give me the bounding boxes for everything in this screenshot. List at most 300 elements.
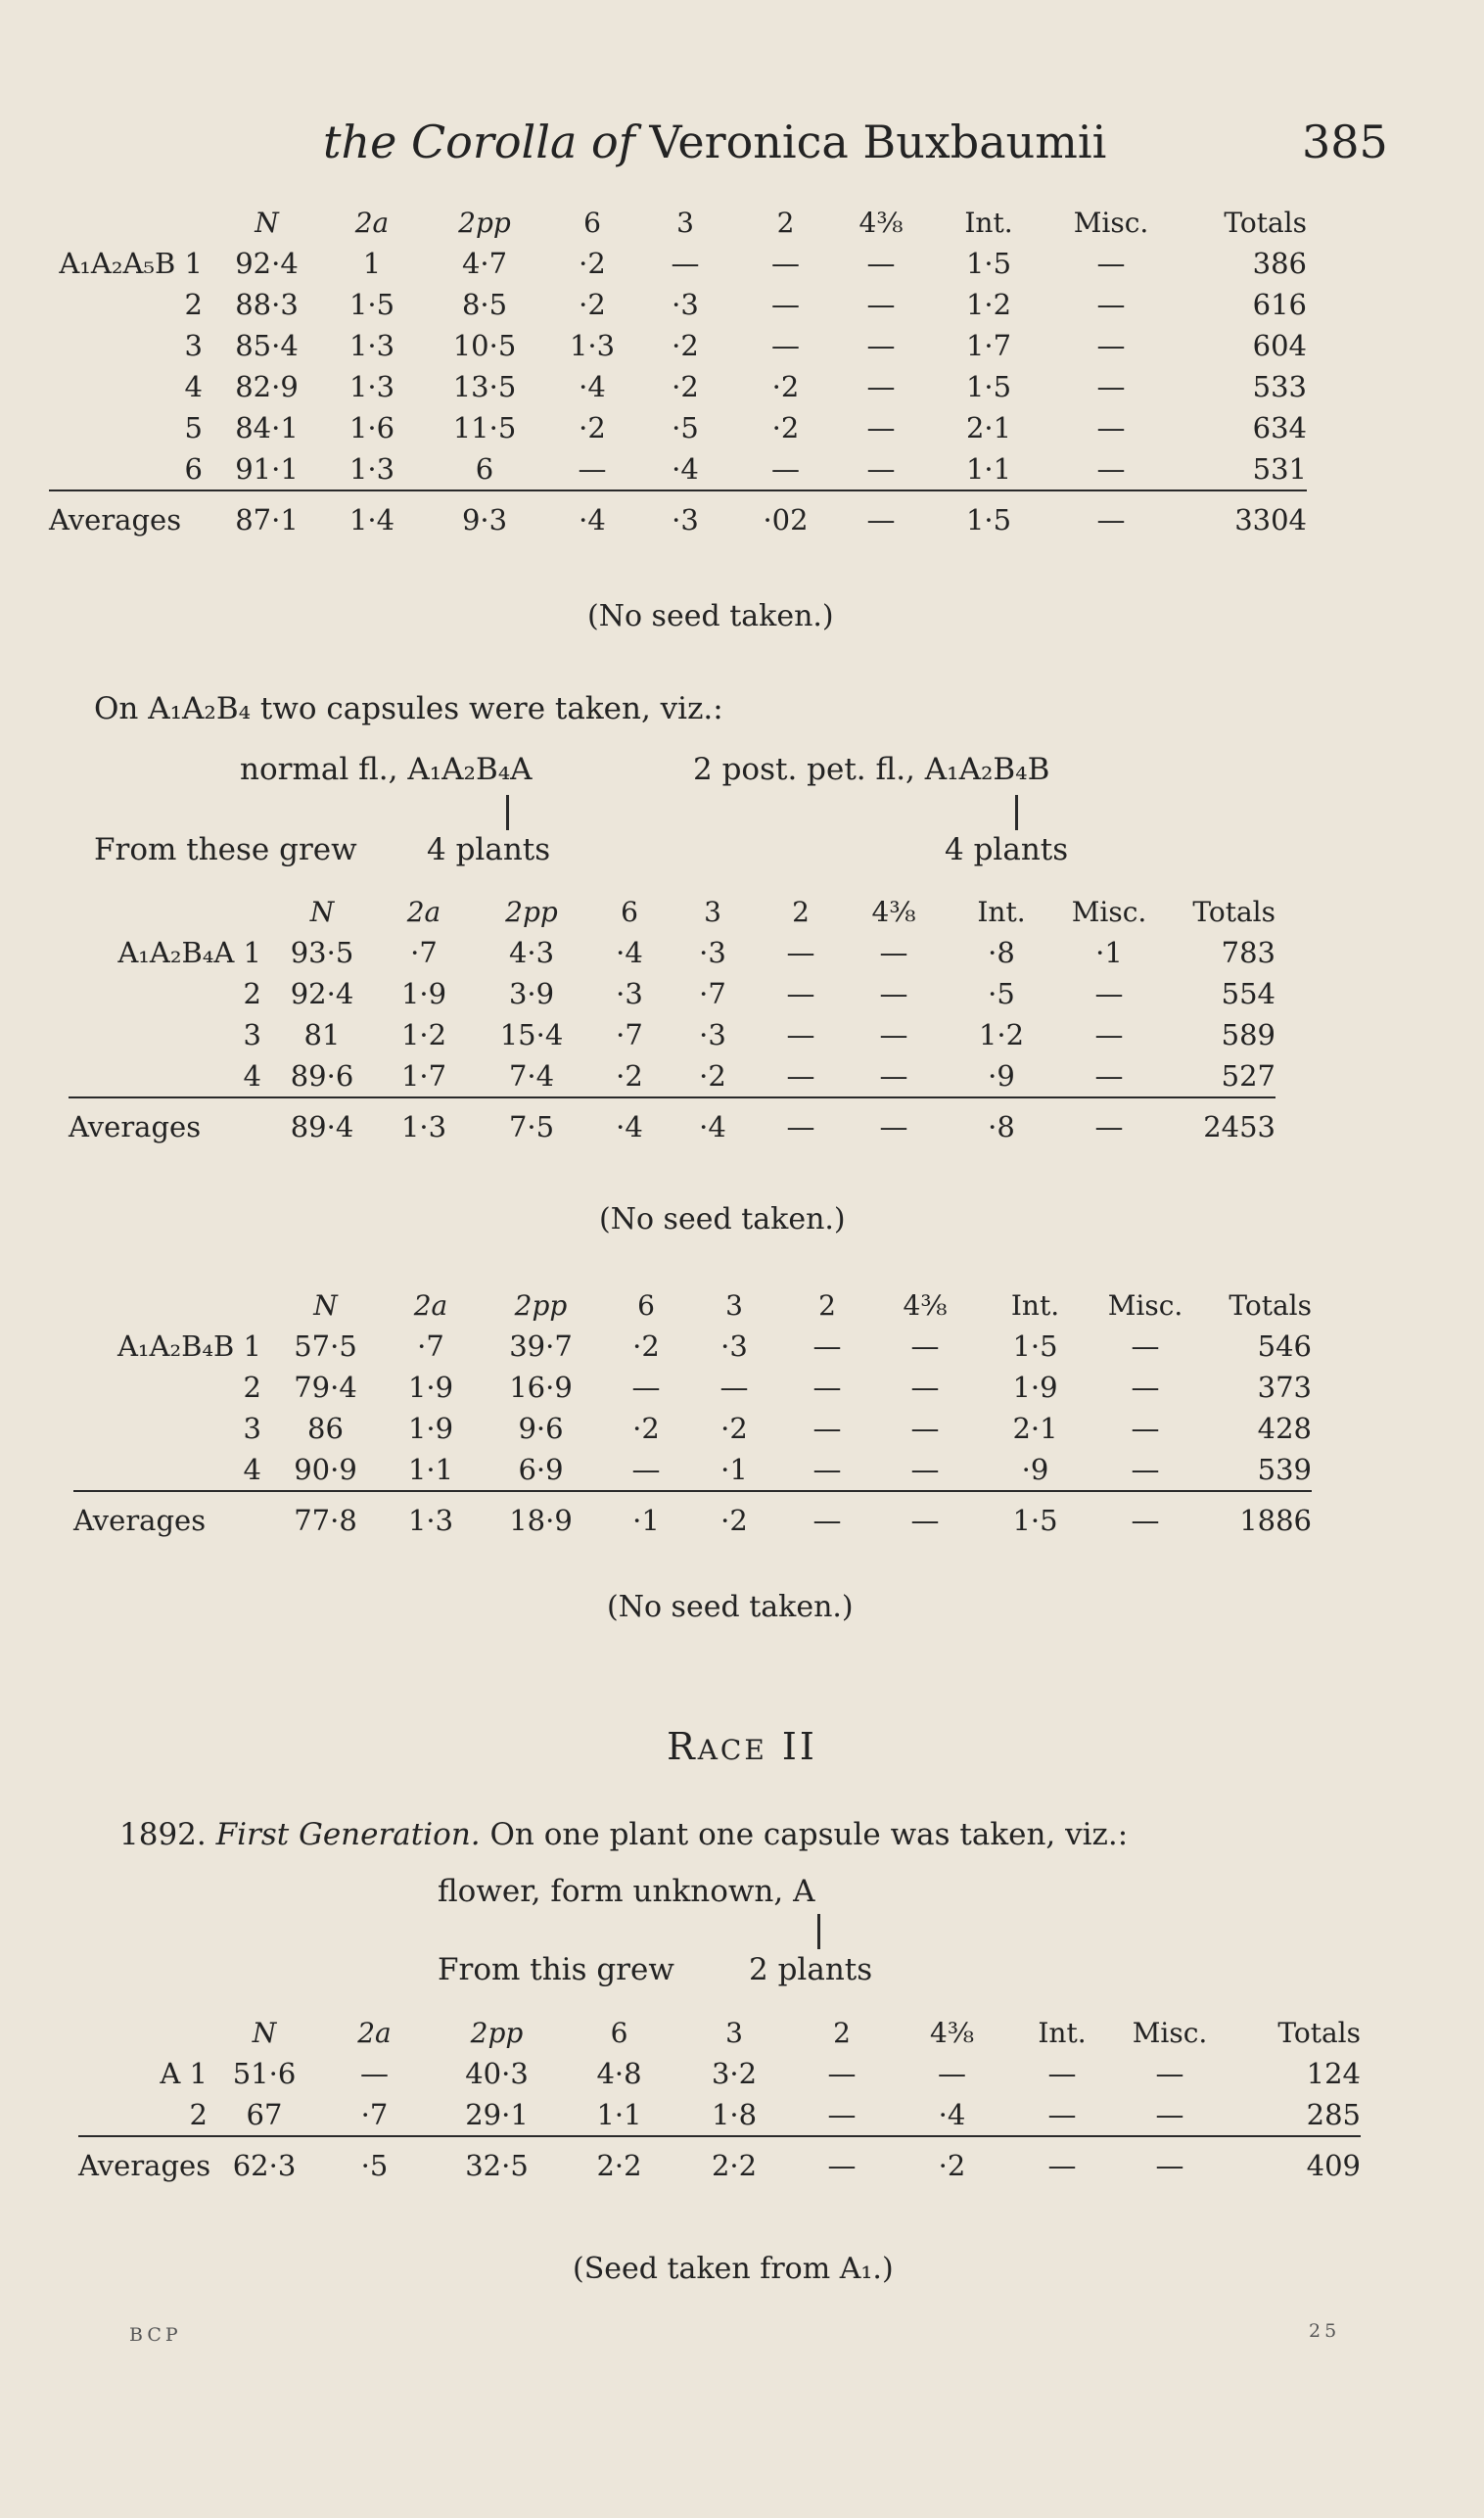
header-title-roman: Veronica Buxbaumii — [634, 116, 1107, 168]
cell-2a: 1·3 — [382, 1491, 480, 1549]
column-header-2pp: 2pp — [470, 2016, 524, 2049]
cell-n: 87·1 — [210, 490, 323, 548]
column-header-2a: 2a — [406, 895, 441, 928]
cell-2: — — [827, 2098, 857, 2131]
cell-6: 1·3 — [569, 329, 616, 362]
cell-totals: 3304 — [1170, 490, 1307, 548]
cell-int: 1·5 — [974, 1491, 1096, 1549]
section2-left-plants: 4 plants — [427, 832, 551, 867]
cell-2pp: 4·3 — [508, 936, 555, 969]
cell-3: ·2 — [672, 329, 699, 362]
cell-totals: 2453 — [1158, 1097, 1275, 1155]
cell-totals: 589 — [1221, 1018, 1275, 1051]
cell-4: — — [879, 977, 908, 1010]
table-row — [69, 1055, 1275, 1097]
cell-n: 85·4 — [235, 329, 299, 362]
table-row — [49, 243, 1307, 284]
cell-int: 1·5 — [925, 490, 1052, 548]
cell-4: — — [879, 936, 908, 969]
section2-right-plants: 4 plants — [945, 832, 1069, 867]
section2-intro: On A₁A₂B₄ two capsules were taken, viz.: — [94, 691, 723, 726]
cell-2a: 1·9 — [407, 1371, 454, 1404]
cell-6: — — [631, 1371, 661, 1404]
cell-4: — — [876, 1491, 974, 1549]
table-header-row — [69, 891, 1275, 932]
cell-2: — — [786, 977, 815, 1010]
cell-2pp: 32·5 — [436, 2136, 558, 2194]
cell-n: 57·5 — [294, 1329, 357, 1363]
column-header-2a: 2a — [354, 206, 390, 239]
cell-2pp: 8·5 — [461, 288, 508, 321]
cell-2: ·2 — [771, 370, 800, 403]
cell-3: 1·8 — [711, 2098, 758, 2131]
cell-3: ·2 — [699, 1059, 726, 1093]
averages-label: Averages — [49, 490, 210, 548]
cell-n: 79·4 — [294, 1371, 357, 1404]
cell-misc: — — [1096, 452, 1126, 486]
table-a1a2b4b — [73, 1284, 1312, 1549]
cell-6: ·4 — [579, 370, 606, 403]
cell-2a: ·7 — [417, 1329, 444, 1363]
cell-n: 92·4 — [235, 247, 299, 280]
cell-totals: 124 — [1306, 2057, 1361, 2090]
cell-2a: 1·4 — [323, 490, 421, 548]
cell-6: ·7 — [616, 1018, 643, 1051]
table-header-row — [73, 1284, 1312, 1326]
column-header-n: N — [252, 2016, 277, 2049]
cell-n: 82·9 — [235, 370, 299, 403]
footer-signature: BCP — [129, 2324, 182, 2346]
column-header-2: 2 — [776, 206, 795, 239]
cell-misc: — — [1096, 247, 1126, 280]
cell-int: ·9 — [1021, 1453, 1049, 1486]
row-label: 2 — [189, 2098, 208, 2131]
cell-4: — — [910, 1371, 940, 1404]
cell-int: ·8 — [943, 1097, 1060, 1155]
race-rest: ACE — [697, 1734, 767, 1766]
cell-2: ·02 — [734, 490, 837, 548]
cell-6: ·3 — [616, 977, 643, 1010]
cell-4: — — [866, 329, 896, 362]
cell-2: — — [786, 1018, 815, 1051]
cell-int: 2·1 — [965, 411, 1012, 444]
cell-2pp: 15·4 — [499, 1018, 564, 1051]
row-label: 3 — [243, 1018, 261, 1051]
cell-totals: 546 — [1257, 1329, 1312, 1363]
cell-totals: 428 — [1257, 1412, 1312, 1445]
header-blank — [69, 891, 269, 932]
cell-totals: 1886 — [1194, 1491, 1312, 1549]
cell-2: — — [771, 452, 800, 486]
cell-2a: 1 — [362, 247, 382, 280]
cell-2a: ·5 — [313, 2136, 436, 2194]
cell-misc: — — [1131, 1329, 1160, 1363]
column-header-2: 2 — [792, 895, 810, 928]
cell-n: 67 — [246, 2098, 283, 2131]
row-label: 2 — [184, 288, 203, 321]
race-numeral: II — [766, 1725, 817, 1768]
cell-4: — — [910, 1412, 940, 1445]
table-a1a2a5b-note: (No seed taken.) — [587, 599, 834, 633]
column-header-6: 6 — [621, 895, 638, 928]
cell-totals: 533 — [1252, 370, 1307, 403]
column-header-n: N — [313, 1288, 338, 1322]
cell-int: 1·1 — [965, 452, 1012, 486]
cell-2pp: 7·4 — [508, 1059, 555, 1093]
table-row — [78, 2053, 1361, 2094]
cell-int: 1·7 — [965, 329, 1012, 362]
averages-row — [69, 1097, 1275, 1155]
section2-right-stem — [1015, 795, 1018, 830]
cell-6: 1·1 — [596, 2098, 642, 2131]
column-header-3: 3 — [725, 1288, 743, 1322]
row-label: 2 — [243, 977, 261, 1010]
column-header-n: N — [309, 895, 335, 928]
column-header-totals: Totals — [1229, 1288, 1312, 1322]
cell-n: 62·3 — [215, 2136, 313, 2194]
table-race2-gen1-note: (Seed taken from A₁.) — [573, 2252, 894, 2286]
cell-2a: 1·5 — [348, 288, 395, 321]
averages-row — [49, 490, 1307, 548]
table-a1a2b4b-note: (No seed taken.) — [607, 1590, 854, 1624]
row-label: 3 — [243, 1412, 261, 1445]
cell-3: ·3 — [720, 1329, 748, 1363]
cell-6: ·4 — [548, 490, 636, 548]
header-title-italic: the Corolla of — [323, 116, 635, 168]
cell-n: 89·4 — [269, 1097, 375, 1155]
column-header-misc: Misc. — [1073, 206, 1149, 239]
column-header-6: 6 — [610, 2016, 628, 2049]
cell-6: ·1 — [602, 1491, 690, 1549]
cell-int: 1·2 — [978, 1018, 1025, 1051]
cell-misc: — — [1094, 1018, 1124, 1051]
cell-6: 4·8 — [596, 2057, 642, 2090]
column-header-6: 6 — [583, 206, 601, 239]
cell-3: ·4 — [669, 1097, 757, 1155]
cell-2: — — [788, 2136, 896, 2194]
table-race2-gen1 — [78, 2012, 1361, 2194]
cell-4: — — [837, 490, 925, 548]
cell-n: 81 — [303, 1018, 341, 1051]
cell-int: — — [1047, 2057, 1077, 2090]
column-header-2pp: 2pp — [458, 206, 511, 239]
column-header-6: 6 — [637, 1288, 655, 1322]
cell-2pp: 3·9 — [508, 977, 555, 1010]
column-header-2: 2 — [833, 2016, 851, 2049]
cell-3: 2·2 — [680, 2136, 788, 2194]
cell-2: — — [778, 1491, 876, 1549]
cell-2: — — [786, 1059, 815, 1093]
cell-3: ·2 — [690, 1491, 778, 1549]
cell-4: — — [910, 1453, 940, 1486]
cell-4: — — [938, 2057, 966, 2090]
table-row — [69, 932, 1275, 973]
cell-misc: — — [1096, 1491, 1194, 1549]
cell-2a: 1·2 — [400, 1018, 447, 1051]
cell-6: ·2 — [579, 411, 606, 444]
section4-parent: flower, form unknown, A — [438, 1874, 815, 1909]
cell-misc: — — [1131, 1453, 1160, 1486]
section2-left-parent: normal fl., A₁A₂B₄A — [240, 752, 533, 787]
cell-2pp: 40·3 — [465, 2057, 529, 2090]
cell-n: 86 — [307, 1412, 344, 1445]
cell-misc: — — [1094, 1059, 1124, 1093]
column-header-totals: Totals — [1224, 206, 1307, 239]
table-row — [49, 284, 1307, 325]
cell-4: — — [866, 288, 896, 321]
column-header-2a: 2a — [357, 2016, 392, 2049]
cell-3: ·3 — [699, 936, 726, 969]
cell-2a: 1·9 — [400, 977, 447, 1010]
cell-2: — — [812, 1453, 842, 1486]
cell-3: ·2 — [672, 370, 699, 403]
column-header-n: N — [255, 206, 279, 239]
cell-totals: 634 — [1252, 411, 1307, 444]
cell-int: 1·9 — [1012, 1371, 1058, 1404]
cell-2: — — [757, 1097, 845, 1155]
table-row — [69, 1014, 1275, 1055]
row-label: A₁A₂B₄A 1 — [117, 936, 261, 969]
column-header-misc: Misc. — [1132, 2016, 1208, 2049]
cell-4: — — [866, 411, 896, 444]
cell-misc: — — [1094, 977, 1124, 1010]
cell-4: — — [910, 1329, 940, 1363]
row-label: 4 — [243, 1453, 261, 1486]
cell-2a: 1·6 — [348, 411, 395, 444]
cell-2: — — [812, 1412, 842, 1445]
cell-6: ·2 — [632, 1412, 660, 1445]
footer-sheet-number: 25 — [1309, 2320, 1341, 2342]
cell-3: ·4 — [672, 452, 699, 486]
section4-intro-rest: On one plant one capsule was taken, viz.: — [480, 1817, 1129, 1852]
column-header-int: Int. — [1010, 1288, 1060, 1322]
cell-3: ·1 — [720, 1453, 748, 1486]
table-row — [73, 1408, 1312, 1449]
cell-4: — — [845, 1097, 943, 1155]
cell-2pp: 9·3 — [421, 490, 548, 548]
section4-plants: 2 plants — [749, 1952, 873, 1987]
cell-totals: 616 — [1252, 288, 1307, 321]
cell-2a: 1·3 — [348, 452, 395, 486]
cell-int: 1·2 — [965, 288, 1012, 321]
cell-4: — — [879, 1059, 908, 1093]
table-row — [69, 973, 1275, 1014]
cell-misc: — — [1131, 1371, 1160, 1404]
cell-n: 89·6 — [290, 1059, 354, 1093]
data-table — [49, 202, 1307, 548]
section4-from-this: From this grew — [438, 1952, 674, 1987]
table-row — [49, 407, 1307, 448]
table-header-row — [78, 2012, 1361, 2053]
column-header-3: 3 — [725, 2016, 743, 2049]
table-a1a2b4a-note: (No seed taken.) — [599, 1202, 846, 1236]
cell-2pp: 13·5 — [452, 370, 517, 403]
header-blank — [78, 2012, 215, 2053]
section4-stem — [817, 1914, 820, 1949]
cell-int: ·8 — [988, 936, 1015, 969]
table-a1a2b4a — [69, 891, 1275, 1155]
column-header-misc: Misc. — [1071, 895, 1147, 928]
cell-3: ·5 — [672, 411, 699, 444]
cell-2pp: 10·5 — [452, 329, 517, 362]
cell-6: — — [578, 452, 607, 486]
cell-2a: ·7 — [360, 2098, 389, 2131]
data-table — [73, 1284, 1312, 1549]
column-header-4: 4⅜ — [871, 895, 916, 928]
cell-int: — — [1047, 2098, 1077, 2131]
cell-2: — — [771, 247, 800, 280]
cell-misc: — — [1096, 411, 1126, 444]
table-row — [49, 366, 1307, 407]
cell-misc: — — [1096, 288, 1126, 321]
race-first-letter: R — [667, 1725, 698, 1768]
cell-3: ·2 — [720, 1412, 748, 1445]
cell-2pp: 16·9 — [509, 1371, 573, 1404]
column-header-3: 3 — [704, 895, 721, 928]
cell-n: 90·9 — [294, 1453, 357, 1486]
cell-3: ·7 — [699, 977, 726, 1010]
cell-misc: — — [1096, 329, 1126, 362]
cell-totals: 285 — [1306, 2098, 1361, 2131]
row-label: 6 — [184, 452, 203, 486]
column-header-totals: Totals — [1277, 2016, 1361, 2049]
table-row — [49, 448, 1307, 490]
cell-int: 2·1 — [1012, 1412, 1058, 1445]
cell-3: — — [719, 1371, 749, 1404]
header-blank — [73, 1284, 269, 1326]
cell-6: ·2 — [579, 247, 606, 280]
section2-right-parent: 2 post. pet. fl., A₁A₂B₄B — [693, 752, 1050, 787]
cell-4: ·2 — [896, 2136, 1008, 2194]
cell-2a: ·7 — [410, 936, 438, 969]
cell-totals: 531 — [1252, 452, 1307, 486]
table-row — [73, 1367, 1312, 1408]
column-header-int: Int. — [1038, 2016, 1087, 2049]
cell-2pp: 18·9 — [480, 1491, 602, 1549]
cell-misc: — — [1155, 2098, 1184, 2131]
column-header-4: 4⅜ — [858, 206, 904, 239]
column-header-2pp: 2pp — [505, 895, 558, 928]
column-header-int: Int. — [977, 895, 1026, 928]
cell-int: ·5 — [988, 977, 1015, 1010]
cell-3: ·3 — [699, 1018, 726, 1051]
cell-2pp: 6 — [475, 452, 494, 486]
cell-2a: 1·9 — [407, 1412, 454, 1445]
row-label: 4 — [184, 370, 203, 403]
running-header — [0, 116, 1484, 184]
cell-4: — — [879, 1018, 908, 1051]
column-header-4: 4⅜ — [903, 1288, 948, 1322]
table-row — [73, 1326, 1312, 1367]
cell-6: ·2 — [632, 1329, 660, 1363]
cell-6: ·4 — [616, 936, 643, 969]
cell-2: — — [786, 936, 815, 969]
cell-totals: 386 — [1252, 247, 1307, 280]
cell-4: — — [866, 452, 896, 486]
row-label: 2 — [243, 1371, 261, 1404]
page-number: 385 — [1302, 116, 1388, 168]
cell-int: — — [1008, 2136, 1116, 2194]
cell-2pp: 4·7 — [461, 247, 508, 280]
cell-misc: — — [1155, 2057, 1184, 2090]
cell-totals: 539 — [1257, 1453, 1312, 1486]
cell-misc: — — [1060, 1097, 1158, 1155]
column-header-4: 4⅜ — [930, 2016, 974, 2049]
cell-int: 1·5 — [1012, 1329, 1058, 1363]
cell-n: 93·5 — [290, 936, 354, 969]
cell-n: 51·6 — [232, 2057, 297, 2090]
cell-2: — — [771, 329, 800, 362]
cell-2: — — [812, 1371, 842, 1404]
cell-3: ·3 — [672, 288, 699, 321]
cell-2pp: 7·5 — [473, 1097, 590, 1155]
cell-totals: 554 — [1221, 977, 1275, 1010]
cell-6: ·4 — [590, 1097, 669, 1155]
section2-from-these: From these grew — [94, 832, 357, 867]
cell-misc: — — [1116, 2136, 1224, 2194]
header-blank — [49, 202, 210, 243]
cell-3: — — [671, 247, 700, 280]
cell-totals: 409 — [1224, 2136, 1361, 2194]
cell-n: 77·8 — [269, 1491, 382, 1549]
cell-int: 1·5 — [965, 370, 1012, 403]
table-row — [78, 2094, 1361, 2136]
cell-totals: 527 — [1221, 1059, 1275, 1093]
cell-3: 3·2 — [711, 2057, 758, 2090]
cell-2a: 1·1 — [407, 1453, 454, 1486]
cell-totals: 783 — [1221, 936, 1275, 969]
cell-2a: 1·3 — [348, 329, 395, 362]
column-header-3: 3 — [676, 206, 694, 239]
header-title — [323, 116, 1106, 168]
column-header-2pp: 2pp — [514, 1288, 568, 1322]
cell-n: 92·4 — [290, 977, 354, 1010]
column-header-2: 2 — [818, 1288, 836, 1322]
cell-4: — — [866, 370, 896, 403]
column-header-2a: 2a — [413, 1288, 448, 1322]
cell-int: ·9 — [988, 1059, 1015, 1093]
cell-2: — — [827, 2057, 857, 2090]
row-label: 3 — [184, 329, 203, 362]
column-header-totals: Totals — [1192, 895, 1275, 928]
cell-2: — — [771, 288, 800, 321]
cell-totals: 604 — [1252, 329, 1307, 362]
cell-2pp: 39·7 — [509, 1329, 573, 1363]
table-a1a2a5b — [49, 202, 1307, 548]
cell-misc: — — [1052, 490, 1170, 548]
data-table — [69, 891, 1275, 1155]
row-label: A 1 — [160, 2057, 208, 2090]
averages-row — [73, 1491, 1312, 1549]
cell-2a: 1·3 — [348, 370, 395, 403]
averages-row — [78, 2136, 1361, 2194]
cell-2pp: 29·1 — [465, 2098, 529, 2131]
row-label: A₁A₂B₄B 1 — [116, 1329, 261, 1363]
cell-2: ·2 — [771, 411, 800, 444]
row-label: A₁A₂A₅B 1 — [59, 247, 203, 280]
cell-2pp: 6·9 — [518, 1453, 564, 1486]
cell-3: ·3 — [636, 490, 734, 548]
cell-6: ·2 — [616, 1059, 643, 1093]
cell-6: ·2 — [579, 288, 606, 321]
cell-totals: 373 — [1257, 1371, 1312, 1404]
section2-left-stem — [506, 795, 509, 830]
averages-label: Averages — [69, 1097, 269, 1155]
column-header-misc: Misc. — [1107, 1288, 1183, 1322]
section4-intro — [119, 1817, 1128, 1852]
cell-4: — — [866, 247, 896, 280]
averages-label: Averages — [78, 2136, 215, 2194]
